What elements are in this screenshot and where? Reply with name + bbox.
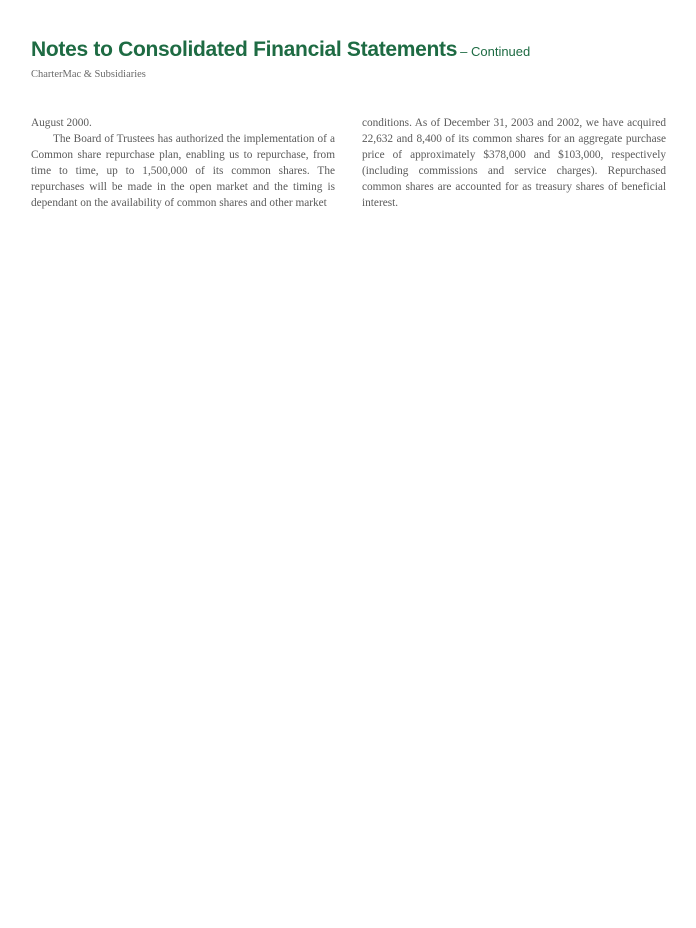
page-title-text: Notes to Consolidated Financial Statements <box>31 38 458 61</box>
company-subtitle: CharterMac & Subsidiaries <box>31 69 146 80</box>
page-title <box>31 36 671 66</box>
continued-label: – Continued <box>460 44 531 59</box>
body-columns <box>31 116 666 211</box>
left-column <box>31 116 335 211</box>
left-paragraph-2: The Board of Trustees has authorized the implementation of a Common share repurchase plan, enabling us to repurchase, from time to time, up to 1,500,000 of its common shares. The repurchases will be made in the open market and the timing is dependant on the availability of common shares and other market <box>31 132 335 209</box>
right-paragraph-1: conditions. As of December 31, 2003 and 2002, we have acquired 22,632 and 8,400 of its common shares for an aggregate purchase price of approximately $378,000 and $103,000, respectively (including commissions and service charges). Repurchased common shares are accounted for as treasury shares of beneficial interest. <box>362 117 666 209</box>
page-header <box>31 36 671 81</box>
right-column <box>362 116 666 211</box>
left-paragraph-1: August 2000. <box>31 117 92 129</box>
